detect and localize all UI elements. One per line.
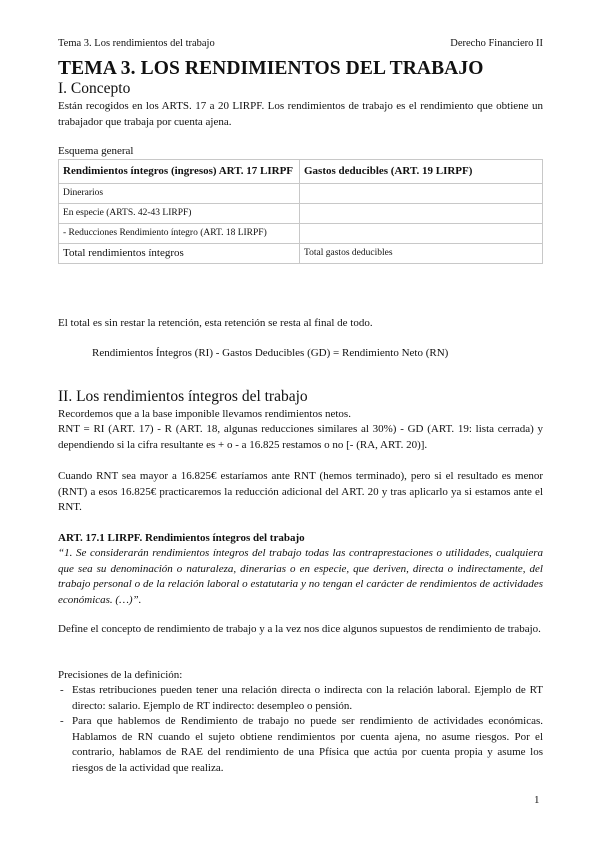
paragraph-reduccion: Cuando RNT sea mayor a 16.825€ estaríamos ante RNT (hemos terminado), pero si el resultado es menor (RNT) a esos 16.825€ practicaremos la reducción adicional del ART. 20 y tras aplicarlo ya si estamos ante el RNT. [58, 470, 543, 513]
list-item-text: Estas retribuciones pueden tener una relación directa o indirecta con la relación laboral. Ejemplo de RT directo: salario. Ejemplo de RT indirecto: desempleo o pensión. [72, 684, 543, 712]
table-header-gastos: Gastos deducibles (ART. 19 LIRPF) [300, 160, 543, 184]
art-17-heading: ART. 17.1 LIRPF. Rendimientos íntegros del trabajo [58, 532, 305, 544]
table-row [59, 224, 543, 244]
page-number: 1 [534, 794, 540, 806]
total-rendimientos-cell: Total rendimientos íntegros [59, 244, 300, 264]
paragraph-base-imponible: Recordemos que a la base imponible llevamos rendimientos netos. [58, 408, 351, 420]
section-heading-rendimientos-integros: II. Los rendimientos íntegros del trabajo [58, 388, 308, 405]
table-cell: En especie (ARTS. 42-43 LIRPF) [59, 204, 300, 224]
precisiones-list [58, 683, 543, 776]
header-right: Derecho Financiero II [450, 38, 543, 49]
retencion-note: El total es sin restar la retención, esta retención se resta al final de todo. [58, 317, 373, 329]
list-item-text: Para que hablemos de Rendimiento de trabajo no puede ser rendimiento de actividades económicas. Hablamos de RN cuando el sujeto obtiene rendimientos por cuenta ajena, no asume riesgos. Por el contrario, hablamos de RAE del rendimiento de una Pfísica que actúa por cuenta propia y asume los riesgos de la actividad que realiza. [72, 715, 543, 774]
paragraph-rnt-formula: RNT = RI (ART. 17) - R (ART. 18, algunas reducciones similares al 30%) - GD (ART. 19: lista cerrada) y dependiendo si la cifra resultante es + o - a 16.825 restamos o no [- (RA, ART. 20)]. [58, 423, 543, 451]
list-item: - Para que hablemos de Rendimiento de trabajo no puede ser rendimiento de actividades económicas. Hablamos de RN cuando el sujeto obtiene rendimientos por cuenta ajena, no asume riesgos. Por el contrario, hablamos de RAE del rendimiento de una Pfísica que actúa por cuenta propia y asume los riesgos de la actividad que realiza. [60, 715, 543, 774]
table-cell: - Reducciones Rendimiento íntegro (ART. 18 LIRPF) [59, 224, 300, 244]
intro-paragraph: Están recogidos en los ARTS. 17 a 20 LIRPF. Los rendimientos de trabajo es el rendimiento que obtiene un trabajador que trabaja por cuenta ajena. [58, 100, 543, 128]
formula-line: Rendimientos Íntegros (RI) - Gastos Deducibles (GD) = Rendimiento Neto (RN) [92, 347, 449, 359]
table-cell [300, 204, 543, 224]
table-header-ingresos: Rendimientos íntegros (ingresos) ART. 17 LIRPF [59, 160, 300, 184]
table-cell [300, 184, 543, 204]
total-gastos-cell: Total gastos deducibles [300, 244, 543, 264]
table-header-row [59, 160, 543, 184]
table-row [59, 204, 543, 224]
section-heading-concepto: I. Concepto [58, 80, 131, 97]
precisiones-label: Precisiones de la definición: [58, 669, 183, 681]
paragraph-define: Define el concepto de rendimiento de trabajo y a la vez nos dice algunos supuestos de rendimiento de trabajo. [58, 623, 541, 635]
esquema-table [58, 159, 543, 264]
header-left: Tema 3. Los rendimientos del trabajo [58, 38, 215, 49]
document-title: TEMA 3. LOS RENDIMIENTOS DEL TRABAJO [58, 58, 484, 79]
table-total-row [59, 244, 543, 264]
table-row [59, 184, 543, 204]
art-17-quote: “1. Se considerarán rendimientos íntegros del trabajo todas las contraprestaciones o utilidades, cualquiera que sea su denominación o naturaleza, dinerarias o en especie, que deriven, directa o indirectamente, del trabajo personal o de la relación laboral o estatutaria y no tengan el carácter de rendimientos de actividades económicas. (…)”. [58, 547, 543, 606]
esquema-label: Esquema general [58, 145, 134, 157]
list-item: - Estas retribuciones pueden tener una relación directa o indirecta con la relación laboral. Ejemplo de RT directo: salario. Ejemplo de RT indirecto: desempleo o pensión. [60, 684, 543, 712]
table-cell [300, 224, 543, 244]
table-cell: Dinerarios [59, 184, 300, 204]
